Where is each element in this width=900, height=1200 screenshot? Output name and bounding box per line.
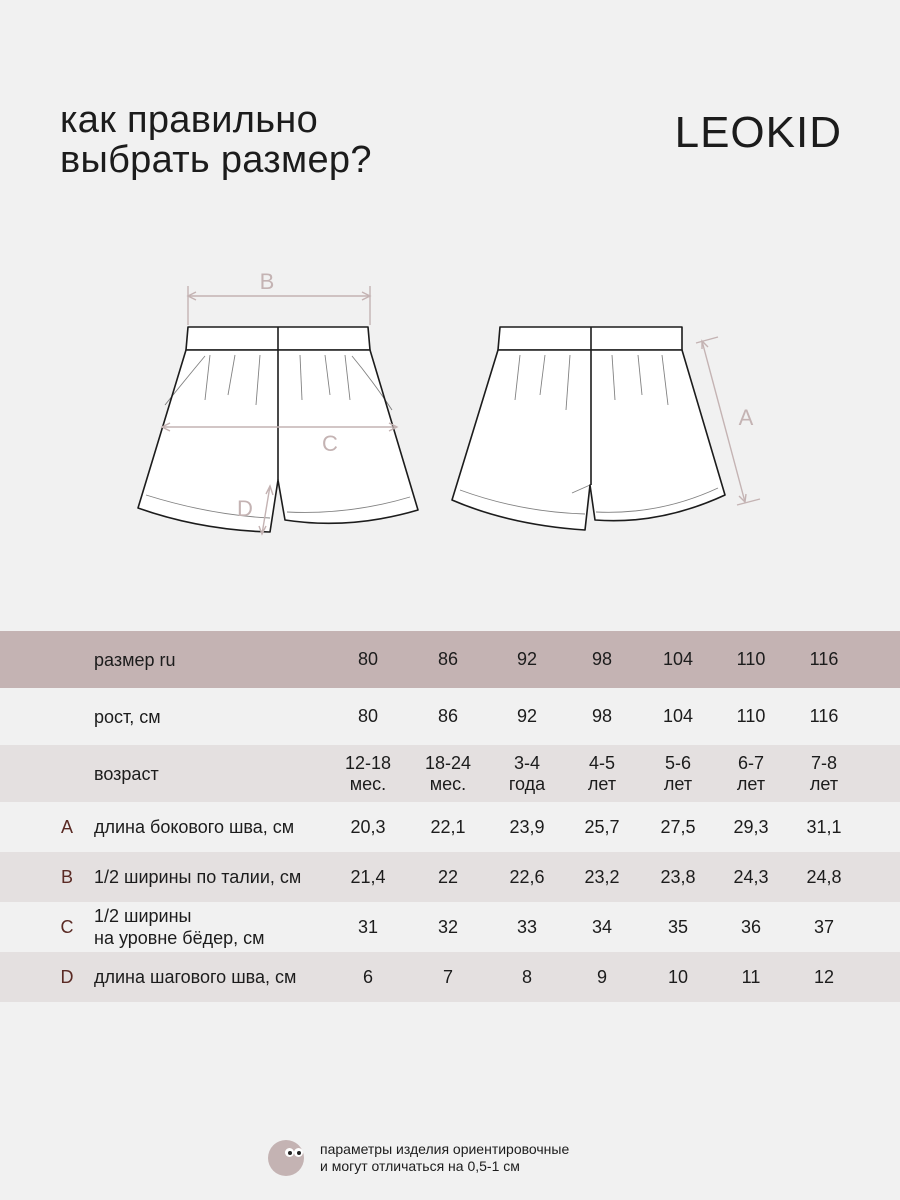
title-line-1: как правильно	[60, 99, 319, 141]
table-cell: 104	[662, 706, 694, 726]
table-cell: 3-4 года	[508, 752, 546, 794]
front-shorts-drawing	[138, 327, 418, 532]
table-cell: 98	[591, 649, 613, 669]
table-cell: 5-6 лет	[663, 752, 693, 794]
table-cell: 86	[437, 706, 459, 726]
back-shorts-drawing	[452, 327, 725, 530]
table-cell: 4-5 лет	[587, 752, 617, 794]
table-cell: 6-7 лет	[736, 752, 766, 794]
table-cell: 25,7	[584, 816, 620, 837]
table-cell: 104	[662, 649, 694, 669]
table-cell: 11	[741, 966, 761, 987]
measure-c-label: C	[322, 431, 338, 456]
table-cell: 22	[437, 866, 459, 887]
table-cell: 31	[357, 916, 379, 937]
row-label: 1/2 ширины на уровне бёдер, см	[94, 906, 265, 948]
table-cell: 12	[813, 966, 835, 987]
table-cell: 34	[591, 916, 613, 937]
row-letter: B	[60, 866, 73, 887]
row-label: возраст	[94, 763, 159, 784]
table-cell: 24,3	[733, 866, 769, 887]
table-row	[0, 852, 900, 902]
table-cell: 12-18 мес.	[344, 752, 392, 794]
table-cell: 110	[736, 649, 766, 669]
measure-b-line	[188, 286, 370, 325]
table-cell: 98	[591, 706, 613, 726]
table-cell: 37	[813, 916, 835, 937]
table-cell: 92	[516, 706, 538, 726]
measure-b-label: B	[259, 269, 275, 294]
mascot-eye-left	[285, 1148, 294, 1157]
table-row	[0, 902, 900, 952]
table-row	[0, 631, 900, 688]
table-cell: 18-24 мес.	[424, 752, 472, 794]
table-cell: 86	[437, 649, 459, 669]
table-cell: 10	[667, 966, 689, 987]
table-row	[0, 802, 900, 852]
table-cell: 9	[596, 966, 607, 987]
disclaimer-text	[320, 1141, 569, 1175]
row-letter: D	[60, 966, 74, 987]
table-cell: 21,4	[350, 866, 386, 887]
table-cell: 22,6	[509, 866, 545, 887]
table-cell: 7	[442, 966, 453, 987]
table-cell: 80	[357, 706, 379, 726]
table-cell: 110	[736, 706, 766, 726]
shorts-measurement-diagram	[0, 250, 900, 560]
table-cell: 23,8	[660, 866, 696, 887]
measure-d-label: D	[237, 496, 253, 521]
table-cell: 35	[667, 916, 689, 937]
title-line-2: выбрать размер?	[60, 139, 372, 181]
table-row	[0, 952, 900, 1002]
row-letter: C	[60, 916, 74, 937]
table-row	[0, 745, 900, 802]
table-cell: 33	[516, 916, 538, 937]
disclaimer-line-2: и могут отличаться на 0,5-1 см	[320, 1158, 520, 1174]
brand-logo: LEOKID	[674, 108, 842, 157]
measure-a-label: A	[738, 405, 754, 430]
table-cell: 24,8	[806, 866, 842, 887]
table-cell: 36	[740, 916, 762, 937]
row-label: рост, см	[94, 706, 161, 727]
table-cell: 31,1	[806, 816, 842, 837]
table-cell: 92	[516, 649, 538, 669]
table-cell: 27,5	[660, 816, 696, 837]
table-cell: 20,3	[350, 816, 386, 837]
row-label: 1/2 ширины по талии, см	[94, 867, 302, 887]
table-cell: 23,2	[584, 866, 620, 887]
row-label: длина бокового шва, см	[94, 817, 295, 837]
mascot-eye-right	[294, 1148, 303, 1157]
table-cell: 8	[521, 966, 532, 987]
disclaimer-line-1: параметры изделия ориентировочные	[320, 1141, 570, 1157]
size-table	[0, 631, 900, 1002]
table-cell: 29,3	[733, 816, 769, 837]
row-label: размер ru	[94, 649, 176, 670]
table-cell: 22,1	[430, 816, 466, 837]
table-cell: 32	[437, 916, 459, 937]
table-row	[0, 688, 900, 745]
row-letter: A	[60, 816, 73, 837]
page-title	[60, 100, 372, 180]
row-label: длина шагового шва, см	[94, 967, 297, 987]
table-cell: 80	[357, 649, 379, 669]
table-cell: 116	[809, 706, 839, 726]
table-cell: 7-8 лет	[809, 752, 839, 794]
table-cell: 6	[362, 966, 373, 987]
table-cell: 23,9	[509, 816, 545, 837]
mascot-face-icon	[268, 1140, 304, 1176]
table-cell: 116	[809, 649, 839, 669]
footer-note	[268, 1140, 569, 1176]
